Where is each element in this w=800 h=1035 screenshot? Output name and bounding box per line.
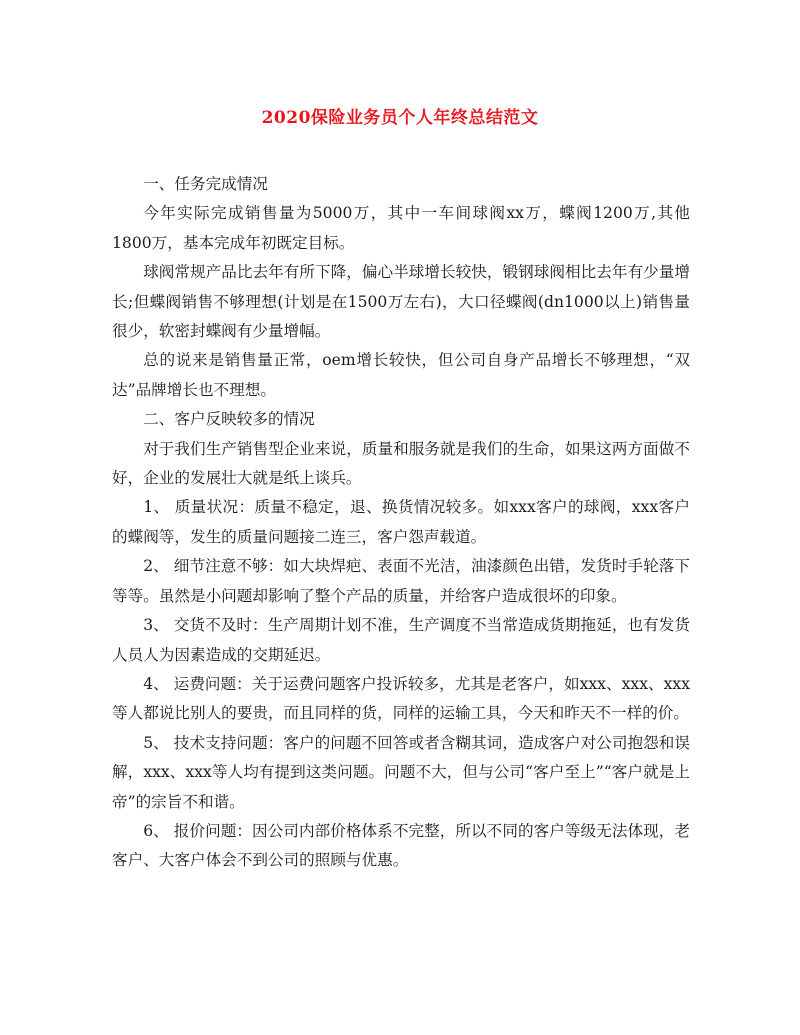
section-heading-1: 一、任务完成情况 [143, 175, 268, 193]
list-item: 1、 质量状况：质量不稳定，退、换货情况较多。如xxx客户的球阀，xxx客户的蝶阀等，发生的质量问题接二连三，客户怨声载道。 [112, 498, 690, 546]
list-item: 6、 报价问题：因公司内部价格体系不完整，所以不同的客户等级无法体现，老客户、大客户体会不到公司的照顾与优惠。 [112, 821, 690, 870]
list-item: 2、 细节注意不够：如大块焊疤、表面不光洁，油漆颜色出错，发货时手轮落下等等。虽然是小问题却影响了整个产品的质量，并给客户造成很坏的印象。 [112, 557, 690, 605]
paragraph: 总的说来是销售量正常，oem增长较快，但公司自身产品增长不够理想，“双达”品牌增长也不理想。 [112, 351, 690, 399]
paragraph: 对于我们生产销售型企业来说，质量和服务就是我们的生命，如果这两方面做不好，企业的发展壮大就是纸上谈兵。 [112, 439, 690, 488]
section-heading-2: 二、客户反映较多的情况 [143, 410, 315, 429]
list-item: 4、 运费问题：关于运费问题客户投诉较多，尤其是老客户，如xxx、xxx、xxx等人都说比别人的要贵，而且同样的货，同样的运输工具，今天和昨天不一样的价。 [112, 674, 690, 723]
document-title: 2020保险业务员个人年终总结范文 [261, 108, 539, 128]
list-item: 5、 技术支持问题：客户的问题不回答或者含糊其词，造成客户对公司抱怨和误解，xxx、xxx等人均有提到这类问题。问题不大，但与公司“客户至上”“客户就是上帝”的宗旨不和谐。 [112, 733, 690, 811]
list-item: 3、 交货不及时：生产周期计划不准，生产调度不当常造成货期拖延，也有发货人员人为因素造成的交期延迟。 [112, 616, 690, 664]
document-body [112, 170, 690, 876]
paragraph: 球阀常规产品比去年有所下降，偏心半球增长较快，锻钢球阀相比去年有少量增长;但蝶阀销售不够理想(计划是在1500万左右)，大口径蝶阀(dn1000以上)销售量很少，软密封蝶阀有少量增幅。 [112, 263, 690, 341]
paragraph: 今年实际完成销售量为5000万，其中一车间球阀xx万，蝶阀1200万,其他1800万，基本完成年初既定目标。 [112, 204, 690, 252]
